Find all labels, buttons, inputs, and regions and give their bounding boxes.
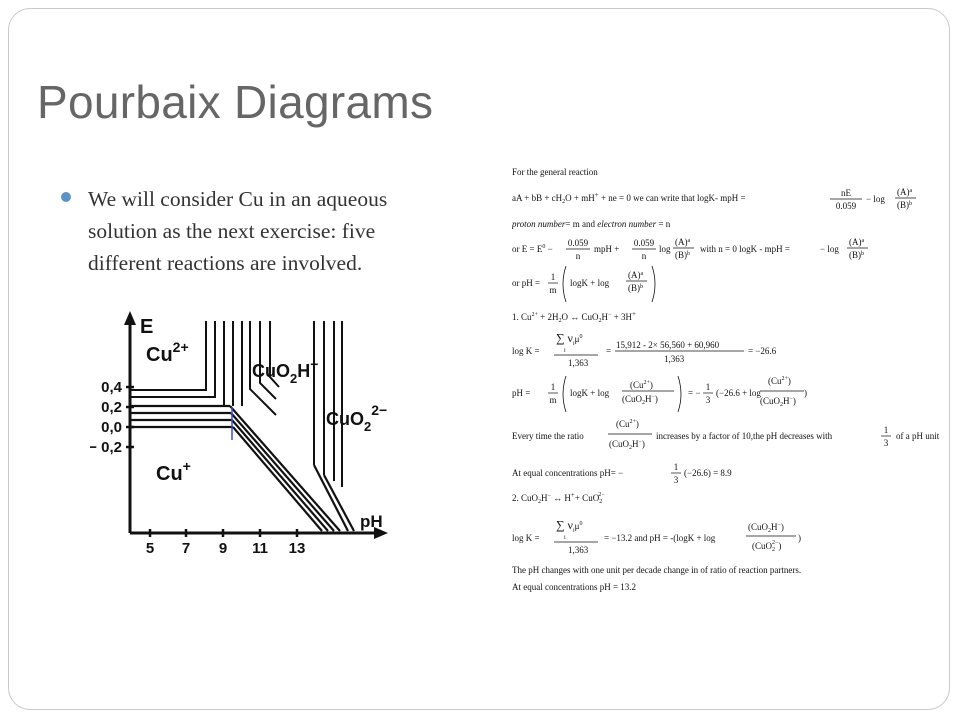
deriv-frac-num: $(Cu^{2+})$ xyxy=(616,419,639,429)
deriv-text: = xyxy=(606,346,612,356)
deriv-text: ) xyxy=(804,388,807,398)
deriv-frac-num: $(A)^a$ xyxy=(628,270,644,280)
x-tick-label: 13 xyxy=(288,540,306,557)
bullet-text: We will consider Cu in an aqueous solution as the next exercise: five different reactions are involved. xyxy=(88,187,388,275)
deriv-frac-den: n xyxy=(575,251,581,261)
deriv-frac-den: 0.059 xyxy=(835,201,857,211)
pourbaix-diagram-svg xyxy=(90,305,410,560)
cup-label: Cu+ xyxy=(156,458,191,485)
deriv-sub: i xyxy=(564,535,566,541)
deriv-frac-den: (CuO$_2$H−) xyxy=(609,439,645,451)
deriv-text: = − xyxy=(688,388,701,398)
e-axis-arrow-icon xyxy=(124,311,136,325)
deriv-text: increases by a factor of 10,the pH decreases with xyxy=(656,431,833,441)
deriv-text: = −13.2 and pH = -(logK + log xyxy=(604,533,716,543)
deriv-text: pH = xyxy=(512,388,531,398)
derivation-panel xyxy=(512,160,952,600)
deriv-frac-num: 1 xyxy=(883,425,889,435)
paren-right xyxy=(678,376,681,412)
deriv-frac-num: $(A)^a$ xyxy=(675,237,691,247)
deriv-frac-num: nE xyxy=(841,188,851,198)
deriv-frac-den: (CuO$_2$2−) xyxy=(752,540,782,553)
paren-left xyxy=(563,376,566,412)
bullet-item xyxy=(61,183,441,279)
deriv-text: The pH changes with one unit per decade change in of ratio of reaction partners. xyxy=(512,565,802,575)
deriv-sub: i xyxy=(564,348,566,354)
deriv-text: − log xyxy=(820,244,839,254)
deriv-frac-num: 1 xyxy=(550,272,556,282)
derivation-svg xyxy=(512,160,952,600)
deriv-frac-den: $(B)^b$ xyxy=(675,250,690,260)
deriv-frac-den: 3 xyxy=(883,438,889,448)
deriv-line-general: For the general reaction xyxy=(512,167,598,177)
deriv-line-reaction2: 2. CuO$_2$H− ↔ H++ CuO$_2$2− xyxy=(512,491,605,505)
deriv-line-nernst: or $E = E^0$ − xyxy=(512,244,553,254)
deriv-text: mpH + xyxy=(594,244,620,254)
deriv-frac-den: 1,363 xyxy=(664,354,685,364)
cuo2-label: CuO$_2^{2-}$ xyxy=(326,402,388,434)
deriv-frac-num: $(A)^a$ xyxy=(849,237,865,247)
cu2-cu-boundaries xyxy=(130,406,233,427)
deriv-line-numbers: proton number= m and electron number = n xyxy=(512,219,671,229)
pourbaix-diagram xyxy=(90,305,410,565)
bullet-dot-icon xyxy=(61,192,71,202)
deriv-text: ) xyxy=(798,533,801,543)
deriv-text: − log xyxy=(866,194,885,204)
y-tick-label: 0,0 xyxy=(101,419,122,436)
deriv-frac-den: $(B)^b$ xyxy=(849,250,864,260)
deriv-frac-den: 3 xyxy=(673,475,679,485)
x-tick-label: 11 xyxy=(252,540,268,557)
deriv-line-reaction: aA + bB + $cH_2O + mH^+$ + ne = 0 we can write that logK- mpH = xyxy=(512,191,746,205)
deriv-frac-den: n xyxy=(641,251,647,261)
cu2-label: $Cu^{2+}$ xyxy=(146,339,189,366)
deriv-frac-num: $(Cu^{2+})$ xyxy=(768,376,791,386)
y-tick-label: 0,2 xyxy=(101,399,122,416)
x-tick-label: 5 xyxy=(145,540,155,557)
deriv-frac-den: $(B)^b$ xyxy=(897,200,912,210)
deriv-text: or pH = xyxy=(512,278,541,288)
paren-right xyxy=(652,266,655,302)
deriv-frac-num: $(A)^a$ xyxy=(897,187,913,197)
deriv-frac-num: 0.059 xyxy=(633,238,655,248)
deriv-text: of a pH unit xyxy=(896,431,940,441)
y-tick-label: 0,4 xyxy=(101,379,122,396)
deriv-frac-num: 1 xyxy=(705,382,711,392)
deriv-text: logK + log xyxy=(570,278,610,288)
deriv-frac-num: (CuO$_2$H−) xyxy=(748,522,784,534)
deriv-text: log K = xyxy=(512,533,540,543)
deriv-text: log K = xyxy=(512,346,540,356)
ph-axis-label: pH xyxy=(360,512,383,531)
slide-title: Pourbaix Diagrams xyxy=(37,76,434,128)
deriv-frac-num: 1 xyxy=(673,462,679,472)
deriv-frac-den: 1,363 xyxy=(568,545,589,555)
deriv-frac-den: 3 xyxy=(705,395,711,405)
deriv-text: log xyxy=(659,244,671,254)
deriv-text: logK + log xyxy=(570,388,610,398)
deriv-frac-den: 1,363 xyxy=(568,358,589,368)
y-tick-label: − 0,2 xyxy=(90,439,122,456)
deriv-frac-den: (CuO$_2$H−) xyxy=(622,394,658,406)
deriv-text: = −26.6 xyxy=(748,346,777,356)
x-tick-label: 9 xyxy=(218,540,228,557)
deriv-frac-num: ∑ $\nu_i\mu^0$ xyxy=(556,331,583,347)
e-axis-label: E xyxy=(140,316,154,338)
deriv-text: At equal concentrations pH = 13.2 xyxy=(512,582,637,592)
x-tick-label: 7 xyxy=(181,540,191,557)
deriv-frac-num: 1 xyxy=(550,382,556,392)
deriv-frac-den: m xyxy=(549,395,557,405)
deriv-frac-den: $(B)^b$ xyxy=(628,283,643,293)
deriv-text: Every time the ratio xyxy=(512,431,584,441)
deriv-text: At equal concentrations pH= − xyxy=(512,468,624,478)
deriv-frac-num: ∑ $\nu_i\mu^0$ xyxy=(556,518,583,534)
deriv-frac-den: m xyxy=(549,285,557,295)
deriv-text: (−26.6 + log xyxy=(716,388,761,398)
deriv-frac-den: (CuO$_2$H−) xyxy=(760,396,796,408)
deriv-frac-num: $(Cu^{2+})$ xyxy=(630,380,653,390)
paren-left xyxy=(563,266,566,302)
deriv-frac-num: 0.059 xyxy=(567,238,589,248)
deriv-line-reaction1: 1. $Cu^{2+} + 2H_2O$ ↔ CuO$_2$H− + 3H+ xyxy=(512,310,636,324)
deriv-frac-num: 15,912 - 2× 56,560 + 60,960 xyxy=(616,340,720,350)
deriv-text: with n = 0 logK - mpH = xyxy=(700,244,790,254)
cuo2h-label: CuO$_2$H− xyxy=(252,356,319,386)
deriv-text: (−26.6) = 8.9 xyxy=(684,468,732,478)
cu2-cuo2h-boundaries xyxy=(224,321,242,406)
